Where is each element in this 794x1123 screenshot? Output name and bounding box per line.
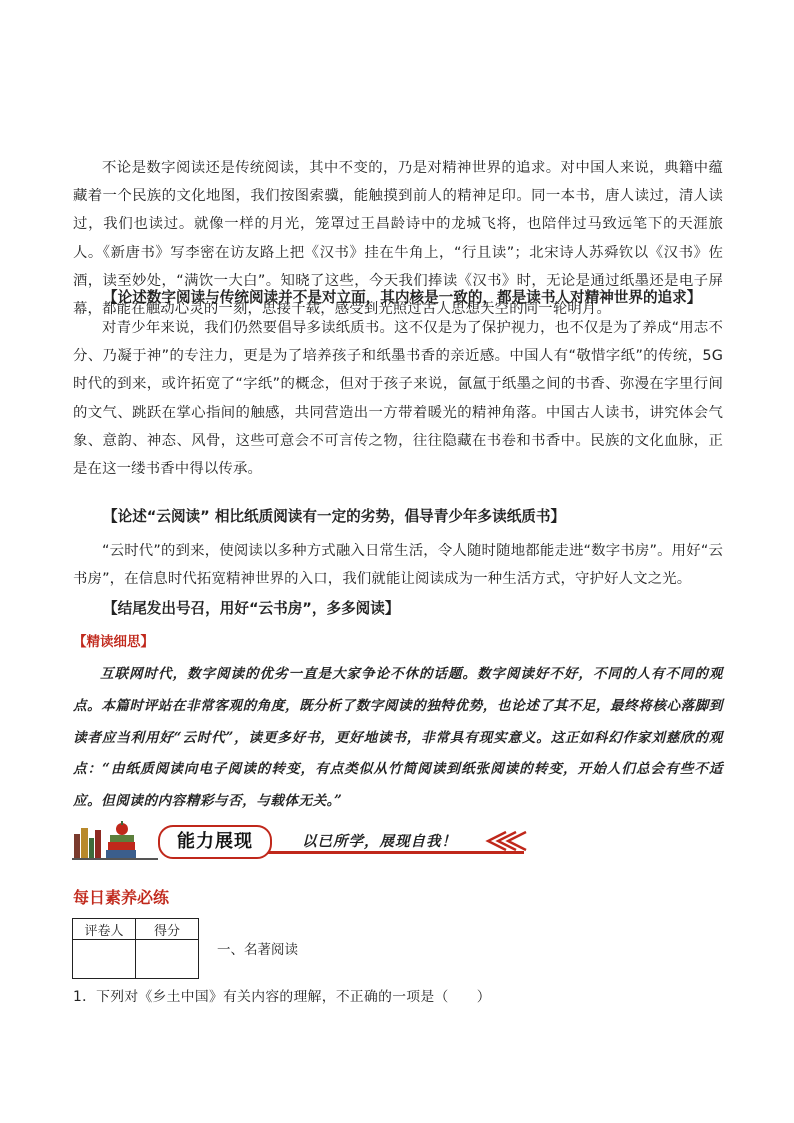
books-icon	[72, 820, 158, 860]
paragraph-1: 不论是数字阅读还是传统阅读，其中不变的，乃是对精神世界的追求。对中国人来说，典籍中蕴藏着一个民族的文化地图，我们按图索骥，能触摸到前人的精神足印。同一本书，唐人读过，清人读过，我们也读过。就像一样的月光，笼罩过王昌龄诗中的龙城飞将，也陪伴过马致远笔下的天涯旅人。《新唐书》写李密在访友路上把《汉书》挂在牛角上，“行且读”；北宋诗人苏舜钦以《汉书》佐酒，读至妙处，“满饮一大白”。知晓了这些，今天我们捧读《汉书》时，无论是通过纸墨还是电子屏幕，都能在触动心灵的一刻，思接千载，感受到光照过古人思想天空的同一轮明月。	[73, 160, 723, 318]
score-header: 得分	[136, 919, 199, 940]
annotation-2: 【论述“云阅读” 相比纸质阅读有一定的劣势，倡导青少年多读纸质书】	[103, 508, 566, 525]
annotation-3: 【结尾发出号召，用好“云书房”，多多阅读】	[103, 600, 400, 617]
annotation-1: 【论述数字阅读与传统阅读并不是对立面，其内核是一致的，都是读书人对精神世界的追求】	[103, 289, 702, 306]
score-table	[72, 918, 199, 979]
ability-banner	[72, 820, 527, 862]
grader-cell[interactable]	[73, 940, 136, 979]
grader-header: 评卷人	[73, 919, 136, 940]
part-heading: 一、名著阅读	[217, 942, 298, 958]
banner-slogan: 以已所学，展现自我！	[302, 833, 457, 850]
arrow-left-icon	[480, 828, 528, 854]
close-reading-text: 互联网时代，数字阅读的优劣一直是大家争论不休的话题。数字阅读好不好，不同的人有不同的观点。本篇时评站在非常客观的角度，既分析了数字阅读的独特优势，也论述了其不足，最终将核心落脚到读者应当利用好“云时代”，读更多好书，更好地读书，非常具有现实意义。这正如科幻作家刘慈欣的观点：“由纸质阅读向电子阅读的转变，有点类似从竹简阅读到纸张阅读的转变，开始人们总会有些不适应。但阅读的内容精彩与否，与载体无关。”	[73, 666, 723, 810]
section-title: 每日素养必练	[73, 888, 170, 907]
score-cell[interactable]	[136, 940, 199, 979]
paragraph-3: “云时代”的到来，使阅读以多种方式融入日常生活，令人随时随地都能走进“数字书房”。用好“云书房”，在信息时代拓宽精神世界的入口，我们就能让阅读成为一种生活方式，守护好人文之光。	[73, 543, 723, 588]
close-reading-tag: 【精读细思】	[73, 634, 154, 650]
question-1: 1．下列对《乡土中国》有关内容的理解，不正确的一项是（ ）	[73, 989, 491, 1005]
banner-title: 能力展现	[158, 825, 272, 859]
paragraph-2: 对青少年来说，我们仍然要倡导多读纸质书。这不仅是为了保护视力，也不仅是为了养成“用志不分、乃凝于神”的专注力，更是为了培养孩子和纸墨书香的亲近感。中国人有“敬惜字纸”的传统，5G时代的到来，或许拓宽了“字纸”的概念，但对于孩子来说，氤氲于纸墨之间的书香、弥漫在字里行间的文气、跳跃在掌心指间的触感，共同营造出一方带着暖光的精神角落。中国古人读书，讲究体会气象、意韵、神态、风骨，这些可意会不可言传之物，往往隐藏在书卷和书香中。民族的文化血脉，正是在这一缕书香中得以传承。	[73, 320, 723, 478]
